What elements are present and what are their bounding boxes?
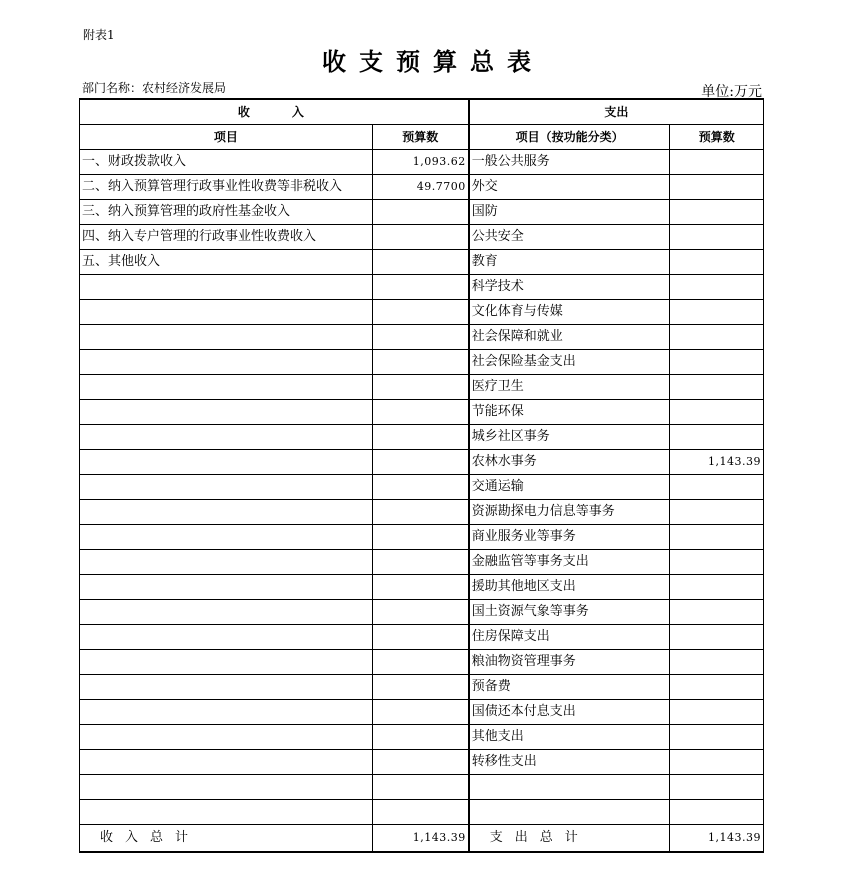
expense-amount-cell bbox=[670, 500, 764, 525]
income-item-cell bbox=[80, 675, 373, 700]
expense-item-cell: 金融监管等事务支出 bbox=[469, 550, 670, 575]
table-row bbox=[80, 625, 764, 650]
expense-total-label: 支出总计 bbox=[469, 825, 670, 853]
income-amount-cell bbox=[372, 625, 469, 650]
income-item-cell bbox=[80, 575, 373, 600]
table-row bbox=[80, 800, 764, 825]
expense-amount-cell bbox=[670, 800, 764, 825]
expense-amount-cell bbox=[670, 225, 764, 250]
table-row bbox=[80, 325, 764, 350]
table-row bbox=[80, 650, 764, 675]
table-row bbox=[80, 575, 764, 600]
income-item-cell bbox=[80, 300, 373, 325]
income-item-cell bbox=[80, 525, 373, 550]
expense-amount-cell bbox=[670, 325, 764, 350]
expense-item-cell: 国防 bbox=[469, 200, 670, 225]
expense-item-cell: 国土资源气象等事务 bbox=[469, 600, 670, 625]
income-amount-cell bbox=[372, 425, 469, 450]
income-item-cell bbox=[80, 600, 373, 625]
column-header-row bbox=[80, 125, 764, 150]
expense-item-cell: 农林水事务 bbox=[469, 450, 670, 475]
department-name: 部门名称：农村经济发展局 bbox=[82, 81, 227, 95]
expense-item-cell: 一般公共服务 bbox=[469, 150, 670, 175]
expense-item-cell: 住房保障支出 bbox=[469, 625, 670, 650]
expense-amount-cell bbox=[670, 350, 764, 375]
income-amount-cell bbox=[372, 800, 469, 825]
budget-table bbox=[79, 98, 764, 853]
table-row bbox=[80, 275, 764, 300]
expense-item-cell: 科学技术 bbox=[469, 275, 670, 300]
income-item-cell bbox=[80, 725, 373, 750]
expense-amount-cell bbox=[670, 175, 764, 200]
expense-item-cell: 节能环保 bbox=[469, 400, 670, 425]
expense-amount-cell bbox=[670, 375, 764, 400]
income-amount-cell bbox=[372, 450, 469, 475]
income-item-cell bbox=[80, 550, 373, 575]
expense-amount-cell bbox=[670, 725, 764, 750]
table-row bbox=[80, 300, 764, 325]
total-row bbox=[80, 825, 764, 853]
income-amount-cell bbox=[372, 275, 469, 300]
income-amount-cell bbox=[372, 375, 469, 400]
table-row bbox=[80, 725, 764, 750]
income-item-cell: 五、其他收入 bbox=[80, 250, 373, 275]
income-item-cell bbox=[80, 475, 373, 500]
expense-item-cell: 其他支出 bbox=[469, 725, 670, 750]
income-amount-cell bbox=[372, 550, 469, 575]
income-item-cell bbox=[80, 375, 373, 400]
income-amount-cell bbox=[372, 250, 469, 275]
expense-item-cell: 援助其他地区支出 bbox=[469, 575, 670, 600]
expense-amount-cell bbox=[670, 700, 764, 725]
expense-amount-cell: 1,143.39 bbox=[670, 450, 764, 475]
income-amount-cell bbox=[372, 725, 469, 750]
income-item-cell: 一、财政拨款收入 bbox=[80, 150, 373, 175]
unit-label: 单位:万元 bbox=[701, 84, 762, 100]
income-item-cell bbox=[80, 500, 373, 525]
table-row bbox=[80, 500, 764, 525]
expense-amount-cell bbox=[670, 525, 764, 550]
expense-item-cell: 公共安全 bbox=[469, 225, 670, 250]
expense-amount-cell bbox=[670, 775, 764, 800]
table-row bbox=[80, 525, 764, 550]
table-row bbox=[80, 350, 764, 375]
table-row bbox=[80, 775, 764, 800]
income-item-cell bbox=[80, 700, 373, 725]
expense-amount-cell bbox=[670, 400, 764, 425]
income-amount-cell bbox=[372, 600, 469, 625]
expense-item-cell: 国债还本付息支出 bbox=[469, 700, 670, 725]
expense-amount-cell bbox=[670, 650, 764, 675]
income-total-amount: 1,143.39 bbox=[372, 825, 469, 853]
income-item-cell: 二、纳入预算管理行政事业性收费等非税收入 bbox=[80, 175, 373, 200]
income-item-cell bbox=[80, 750, 373, 775]
income-amount-cell bbox=[372, 400, 469, 425]
expense-amount-cell bbox=[670, 475, 764, 500]
page-title: 收支预算总表 bbox=[322, 47, 544, 76]
expense-item-cell: 社会保险基金支出 bbox=[469, 350, 670, 375]
expense-amount-cell bbox=[670, 200, 764, 225]
expense-item-cell: 商业服务业等事务 bbox=[469, 525, 670, 550]
income-item-cell: 三、纳入预算管理的政府性基金收入 bbox=[80, 200, 373, 225]
expense-amount-cell bbox=[670, 600, 764, 625]
expense-amount-cell bbox=[670, 300, 764, 325]
expense-amount-cell bbox=[670, 425, 764, 450]
income-item-cell bbox=[80, 425, 373, 450]
expense-item-cell: 转移性支出 bbox=[469, 750, 670, 775]
income-section-header: 收 入 bbox=[80, 99, 469, 125]
expense-section-header: 支出 bbox=[469, 99, 764, 125]
income-amount-cell bbox=[372, 300, 469, 325]
expense-amount-cell bbox=[670, 550, 764, 575]
income-amount-cell: 1,093.62 bbox=[372, 150, 469, 175]
income-amount-cell bbox=[372, 475, 469, 500]
income-item-cell bbox=[80, 775, 373, 800]
income-amount-cell bbox=[372, 500, 469, 525]
table-row bbox=[80, 550, 764, 575]
expense-item-cell: 交通运输 bbox=[469, 475, 670, 500]
col-header-item-func: 项目（按功能分类） bbox=[469, 125, 670, 150]
table-row bbox=[80, 375, 764, 400]
table-row bbox=[80, 425, 764, 450]
expense-item-cell: 外交 bbox=[469, 175, 670, 200]
income-amount-cell bbox=[372, 350, 469, 375]
expense-amount-cell bbox=[670, 750, 764, 775]
expense-item-cell: 资源勘探电力信息等事务 bbox=[469, 500, 670, 525]
income-item-cell: 四、纳入专户管理的行政事业性收费收入 bbox=[80, 225, 373, 250]
expense-amount-cell bbox=[670, 275, 764, 300]
expense-item-cell: 教育 bbox=[469, 250, 670, 275]
expense-total-amount: 1,143.39 bbox=[670, 825, 764, 853]
attachment-label: 附表1 bbox=[83, 28, 115, 42]
expense-item-cell bbox=[469, 800, 670, 825]
table-row bbox=[80, 600, 764, 625]
table-row bbox=[80, 700, 764, 725]
table-row bbox=[80, 450, 764, 475]
income-amount-cell bbox=[372, 225, 469, 250]
expense-amount-cell bbox=[670, 625, 764, 650]
expense-item-cell bbox=[469, 775, 670, 800]
income-amount-cell: 49.7700 bbox=[372, 175, 469, 200]
table-row bbox=[80, 150, 764, 175]
income-item-cell bbox=[80, 800, 373, 825]
expense-amount-cell bbox=[670, 675, 764, 700]
income-amount-cell bbox=[372, 325, 469, 350]
income-amount-cell bbox=[372, 775, 469, 800]
income-item-cell bbox=[80, 400, 373, 425]
expense-item-cell: 城乡社区事务 bbox=[469, 425, 670, 450]
income-amount-cell bbox=[372, 200, 469, 225]
expense-item-cell: 预备费 bbox=[469, 675, 670, 700]
table-row bbox=[80, 675, 764, 700]
income-item-cell bbox=[80, 625, 373, 650]
expense-item-cell: 医疗卫生 bbox=[469, 375, 670, 400]
table-row bbox=[80, 750, 764, 775]
income-amount-cell bbox=[372, 650, 469, 675]
expense-amount-cell bbox=[670, 250, 764, 275]
income-item-cell bbox=[80, 350, 373, 375]
income-item-cell bbox=[80, 450, 373, 475]
income-item-cell bbox=[80, 275, 373, 300]
table-row bbox=[80, 475, 764, 500]
expense-item-cell: 文化体育与传媒 bbox=[469, 300, 670, 325]
expense-amount-cell bbox=[670, 150, 764, 175]
income-item-cell bbox=[80, 650, 373, 675]
income-amount-cell bbox=[372, 525, 469, 550]
income-amount-cell bbox=[372, 700, 469, 725]
table-row bbox=[80, 200, 764, 225]
income-amount-cell bbox=[372, 575, 469, 600]
expense-amount-cell bbox=[670, 575, 764, 600]
col-header-budget: 预算数 bbox=[372, 125, 469, 150]
col-header-budget-2: 预算数 bbox=[670, 125, 764, 150]
table-row bbox=[80, 175, 764, 200]
income-amount-cell bbox=[372, 675, 469, 700]
table-row bbox=[80, 400, 764, 425]
expense-item-cell: 社会保障和就业 bbox=[469, 325, 670, 350]
expense-item-cell: 粮油物资管理事务 bbox=[469, 650, 670, 675]
section-header-row bbox=[80, 99, 764, 125]
income-item-cell bbox=[80, 325, 373, 350]
col-header-item: 项目 bbox=[80, 125, 373, 150]
table-row bbox=[80, 225, 764, 250]
table-row bbox=[80, 250, 764, 275]
income-amount-cell bbox=[372, 750, 469, 775]
income-total-label: 收入总计 bbox=[80, 825, 373, 853]
